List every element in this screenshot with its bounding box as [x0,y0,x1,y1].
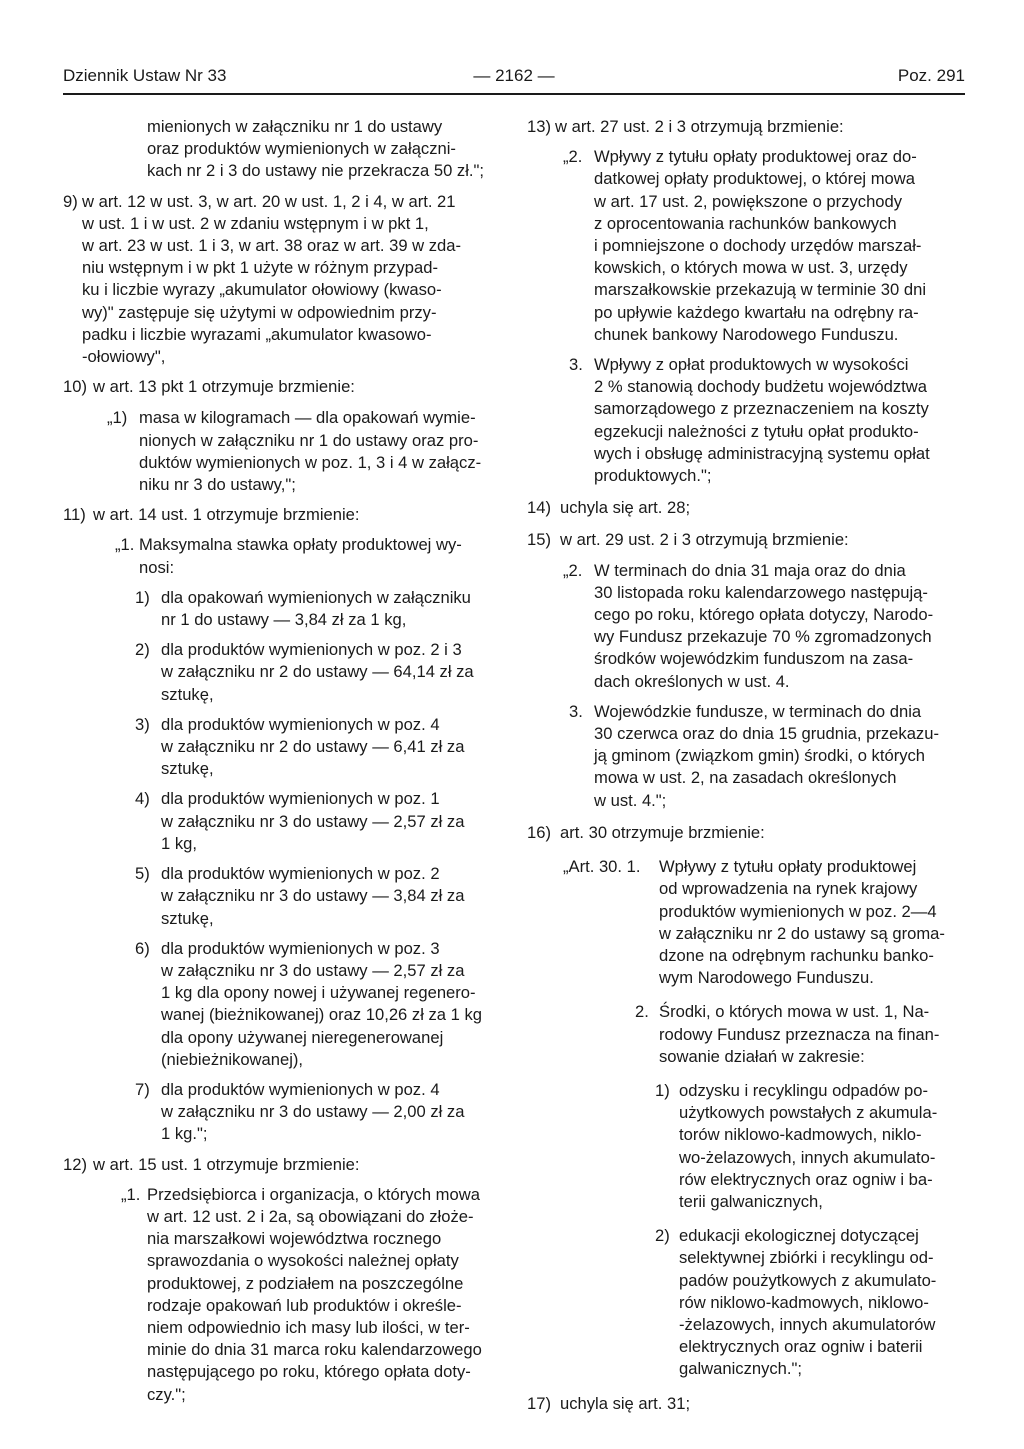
rate-item-6-number: 6) [135,938,150,958]
rate-item-1-number: 1) [135,587,150,607]
item-15-para-3 [527,701,967,812]
item-13 [527,116,967,138]
page-header [63,66,965,92]
item-13-para-2-number: „2. [563,147,583,167]
item-11-number: 11) [63,505,86,525]
item-10 [63,376,515,398]
rate-item-7 [63,1079,515,1146]
rate-item-6 [63,938,515,1071]
rate-item-5-text: dla produktów wymienionych w poz. 2 w załączniku nr 3 do ustawy — 3,84 zł za sztukę, [161,864,465,928]
art-30-sub-2-text: edukacji ekologicznej dotyczącej selektywnej zbiórki i recyklingu od- padów poużytkowych z akumulato- rów niklowo-kadmowych, niklowo- -żelazowych, innych akumulatorów elektrycznych oraz ogniw i baterii galwanicznych."; [679,1226,937,1379]
item-13-para-3-text: Wpływy z opłat produktowych w wysokości 2 % stanowią dochody budżetu województwa samorządowego z przeznaczeniem na koszty egzekucji należności z tytułu opłat produkto- wych i obsługę administracyjną systemu opłat produktowych."; [594,355,930,486]
item-17-text: uchyla się art. 31; [560,1393,691,1413]
item-13-para-2 [527,146,967,346]
rate-item-7-number: 7) [135,1079,150,1099]
item-13-para-3 [527,354,967,487]
art-30-label: „Art. 30. 1. [563,857,641,877]
rate-item-4 [63,788,515,855]
rate-item-5-number: 5) [135,864,150,884]
rate-item-6-text: dla produktów wymienionych w poz. 3 w załączniku nr 3 do ustawy — 2,57 zł za 1 kg dla opony nowej i używanej regenero- wanej (bieżnikowanej) oraz 10,26 zł za 1 kg dla opony używanej nieregenerowanej (niebieżnikowanej), [161,938,482,1069]
item-13-text: w art. 27 ust. 2 i 3 otrzymują brzmienie: [555,117,844,136]
rate-item-2 [63,639,515,706]
item-12 [63,1154,515,1176]
item-15-para-3-number: 3. [569,701,583,721]
item-10-text: w art. 13 pkt 1 otrzymuje brzmienie: [93,377,355,397]
rate-item-1 [63,587,515,631]
item-16-number: 16) [527,822,551,842]
item-12-text: w art. 15 ust. 1 otrzymuje brzmienie: [93,1154,360,1174]
item-12-quote [63,1184,515,1406]
item-9-text: w art. 12 w ust. 3, w art. 20 w ust. 1, 2 i 4, w art. 21 w ust. 1 i w ust. 2 w zdaniu wstępnym i w pkt 1, w art. 23 w ust. 1 i 3, w art. 38 oraz w art. 39 w zda- niu wstępnym i w pkt 1 użyte w różnym przypad- ku i liczbie wyrazy „akumulator ołowiowy (kwaso- wy)" zastępuje się użytymi w odpowiednim przy- padku i liczbie wyrazami „akumulator kwasowo- -ołowiowy", [82,191,462,367]
art-30-sub-1-number: 1) [655,1080,670,1100]
position-number: Poz. 291 [897,66,965,85]
item-16-text: art. 30 otrzymuje brzmienie: [560,822,765,842]
item-15-text: w art. 29 ust. 2 i 3 otrzymują brzmienie: [560,530,849,550]
art-30-sub-1-text: odzysku i recyklingu odpadów po- użytkowych powstałych z akumula- torów niklowo-kadmowych, niklo- wo-żelazowych, innych akumulato- rów elektrycznych oraz ogniw i ba- terii galwanicznych, [679,1080,938,1211]
rate-item-1-text: dla opakowań wymienionych w załączniku nr 1 do ustawy — 3,84 zł za 1 kg, [161,587,471,630]
rate-item-3-number: 3) [135,714,150,734]
rate-item-4-text: dla produktów wymienionych w poz. 1 w załączniku nr 3 do ustawy — 2,57 zł za 1 kg, [161,789,465,853]
art-30-para-1-text: Wpływy z tytułu opłaty produktowej od wprowadzenia na rynek krajowy produktów wymienionych w poz. 2—4 w załączniku nr 2 do ustawy są groma- dzone na odrębnym rachunku banko- wym Narodowego Funduszu. [659,857,945,988]
rate-item-4-number: 4) [135,789,150,809]
rate-item-2-number: 2) [135,640,150,660]
item-15-para-2-number: „2. [563,560,583,580]
journal-title: Dziennik Ustaw Nr 33 [63,66,227,85]
right-column [527,116,967,1415]
item-11-quote-number: „1. [115,535,135,555]
item-17 [527,1393,967,1415]
art-30-para-2 [527,1001,967,1068]
art-30-para-2-number: 2. [635,1002,649,1022]
page-number: — 2162 — [473,66,555,85]
item-16 [527,822,967,844]
item-10-quote [63,407,515,496]
item-9-number: 9) [63,191,78,211]
art-30-sub-2 [527,1225,967,1380]
item-11-quote [63,534,515,578]
rate-item-3-text: dla produktów wymienionych w poz. 4 w załączniku nr 2 do ustawy — 6,41 zł za sztukę, [161,714,465,779]
item-15-para-2-text: W terminach do dnia 31 maja oraz do dnia 30 listopada roku kalendarzowego następują- cego po roku, którego opłata dotyczy, Narodo- wy Fundusz przekazuje 70 % zgromadzonych środków wojewódzkim funduszom na zasa- dach określonych w ust. 4. [594,560,934,691]
item-15-para-2 [527,560,967,693]
art-30-sub-1 [527,1080,967,1213]
rate-item-5 [63,863,515,930]
item-13-para-3-number: 3. [569,355,583,375]
intro-paragraph [63,116,515,183]
rate-item-2-text: dla produktów wymienionych w poz. 2 i 3 w załączniku nr 2 do ustawy — 64,14 zł za sztukę, [161,640,474,704]
art-30-sub-2-number: 2) [655,1226,670,1246]
item-12-number: 12) [63,1154,87,1174]
rate-item-7-text: dla produktów wymienionych w poz. 4 w załączniku nr 3 do ustawy — 2,00 zł za 1 kg."; [161,1079,465,1144]
item-14-text: uchyla się art. 28; [560,498,691,518]
item-12-quote-number: „1. [121,1184,141,1204]
item-10-quote-number: „1) [107,408,128,428]
item-15-para-3-text: Wojewódzkie fundusze, w terminach do dnia 30 czerwca oraz do dnia 15 grudnia, przekazu- ją gminom (związkom gmin) środki, o których mowa w ust. 2, na zasadach określonych w ust. 4."; [594,701,939,810]
header-rule [63,93,965,95]
item-15-number: 15) [527,530,551,550]
item-14 [527,497,967,519]
item-10-quote-text: masa w kilogramach — dla opakowań wymie- nionych w załączniku nr 1 do ustawy oraz pro- duktów wymienionych w poz. 1, 3 i 4 w załącz- niku nr 3 do ustawy,"; [139,408,482,495]
art-30-para-1 [527,856,967,989]
item-15 [527,529,967,551]
rate-item-3 [63,714,515,781]
item-11-quote-text: Maksymalna stawka opłaty produktowej wy- nosi: [139,535,462,577]
art-30-para-2-text: Środki, o których mowa w ust. 1, Na- rodowy Fundusz przeznacza na finan- sowanie działań w zakresie: [659,1002,940,1066]
item-12-quote-text: Przedsiębiorca i organizacja, o których mowa w art. 12 ust. 2 i 2a, są obowiązani do złoże- nia marszałkowi województwa rocznego sprawozdania o wysokości należnej opłaty produktowej, z podziałem na poszczególne rodzaje opakowań lub produktów i określe- niem odpowiednio ich masy lub ilości, w ter- minie do dnia 31 marca roku kalendarzowego następującego po roku, którego opłata doty- czy."; [147,1184,482,1404]
item-9 [63,191,515,369]
item-11 [63,504,515,526]
item-13-number: 13) [527,117,551,136]
item-14-number: 14) [527,498,551,518]
left-column [63,116,515,1406]
intro-text: mienionych w załączniku nr 1 do ustawy oraz produktów wymienionych w załączni- kach nr 2 i 3 do ustawy nie przekracza 50 zł."; [147,117,485,181]
item-13-para-2-text: Wpływy z tytułu opłaty produktowej oraz do- datkowej opłaty produktowej, o której mowa w art. 17 ust. 2, powiększone o przychody z oprocentowania rachunków bankowych i pomniejszone o dochody urzędów marszał- kowskich, o których mowa w ust. 3, urzędy marszałkowskie przekazują w terminie 30 dni po upływie każdego kwartału na odrębny ra- chunek bankowy Narodowego Funduszu. [594,147,927,344]
item-11-text: w art. 14 ust. 1 otrzymuje brzmienie: [93,505,360,525]
item-10-number: 10) [63,377,87,397]
item-17-number: 17) [527,1393,551,1413]
